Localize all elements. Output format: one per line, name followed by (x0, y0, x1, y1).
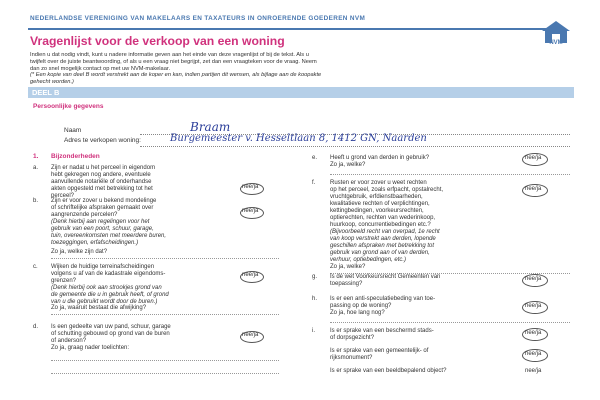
question-line: Is er sprake van een gemeentelijk- of (330, 348, 429, 354)
answer-line[interactable] (51, 360, 279, 361)
association-name: NEDERLANDSE VERENIGING VAN MAKELAARS EN TAXATEURS IN ONROERENDE GOEDEREN NVM (30, 15, 366, 22)
header-rule (28, 28, 560, 30)
question-letter: h. (312, 296, 318, 302)
intro-line: Indien u dat nodig vindt, kunt u nadere informatie geven aan het einde van deze vragenlijst of bij de tekst. Als u (30, 52, 309, 58)
question-letter: e. (312, 155, 318, 161)
question-line: Zijn er nadat u het perceel in eigendom (51, 165, 156, 171)
address-field[interactable]: Burgemeester v. Hesseltlaan 8, 1412 GN, Naarden (170, 133, 427, 144)
question-line: op het perceel, zoals erfpacht, opstalrecht, (330, 187, 444, 193)
yes-no-option-c[interactable]: nee/ja (242, 272, 259, 278)
question-line: Wijken de huidige terreinafscheidingen (51, 264, 155, 270)
yes-no-option-b[interactable]: nee/ja (242, 208, 259, 214)
question-letter: d. (33, 324, 39, 330)
answer-line[interactable] (51, 373, 279, 374)
question-hint: (Denk hierbij ook aan strookjes grond van (51, 285, 162, 291)
question-hint: (Denk hierbij aan regelingen voor het (51, 219, 150, 225)
question-line: huurkoop, concurrentiebedingen etc.? (330, 222, 431, 228)
question-line: aangrenzende percelen? (51, 212, 118, 218)
answer-line[interactable] (330, 174, 570, 175)
question-line: kettingbedingen, voorkeursrechten, (330, 208, 424, 214)
yes-no-option-g[interactable]: nee/ja (525, 276, 542, 282)
question-line: Heeft u grond van derden in gebruik? (330, 155, 430, 161)
question-letter: c. (33, 264, 38, 270)
question-line: optierechten, rechten van wederinkoop, (330, 215, 436, 221)
intro-text (30, 52, 570, 86)
question-line: Is er sprake van een beeldbepalend object? (330, 368, 447, 374)
intro-note: gehecht worden.) (30, 79, 74, 86)
yes-no-option-d[interactable]: nee/ja (242, 332, 259, 338)
question-line: Rusten er voor zover u weet rechten (330, 180, 427, 186)
question-hint: (Bijvoorbeeld recht van overpad, 1e recht (330, 229, 440, 235)
question-hint: van u die gebruikt wordt door de buren.) (51, 299, 158, 305)
yes-no-option-a[interactable]: nee/ja (242, 184, 259, 190)
question-letter: g. (312, 274, 318, 280)
question-line: Is een gedeelte van uw pand, schuur, garage (51, 324, 171, 330)
question-line: of dorpsgezicht? (330, 335, 375, 341)
answer-line[interactable] (330, 322, 570, 323)
question-line: Zo ja, hoe lang nog? (330, 310, 385, 316)
answer-line[interactable] (51, 314, 279, 315)
address-label: Adres te verkopen woning: (64, 137, 141, 144)
question-hint: verhuur, optiebedingen, etc.) (330, 257, 407, 263)
section-title: Bijzonderheden (51, 153, 100, 160)
question-line: of schutting gebouwd op grond van de buren (51, 331, 170, 337)
question-line: Zijn er voor zover u bekend mondelinge (51, 198, 157, 204)
yes-no-option-beeldbepalend[interactable]: nee/ja (525, 368, 542, 374)
question-line: vruchtgebruik, erfdienstbaarheden, (330, 194, 423, 200)
question-hint: gebruik van een poort, schuur, garage, (51, 226, 154, 232)
answer-prompt-f: Zo ja, welke? (330, 264, 366, 270)
intro-note: (* Een kopie van deel B wordt verstrekt aan de koper en kan, indien partijen dit wensen, als bijlage aan de koopakte (30, 72, 322, 79)
name-field[interactable]: Braam (190, 120, 231, 134)
question-line: toepassing? (330, 281, 363, 287)
question-line: aanvullende notariële of onderhandse (51, 179, 152, 185)
answer-prompt-b: Zo ja, welke zijn dat? (51, 249, 108, 255)
question-line: rijksmonument? (330, 355, 373, 361)
answer-prompt-d: Zo ja, graag nader toelichten: (51, 345, 130, 351)
nvm-logo-text: NVM (549, 40, 563, 46)
answer-line[interactable] (51, 258, 279, 259)
question-letter: f. (312, 180, 316, 186)
yes-no-option-h[interactable]: nee/ja (525, 303, 542, 309)
question-hint: tuin, overeenkomsten met meerdere buren, (51, 233, 167, 239)
yes-no-option-e[interactable]: nee/ja (525, 155, 542, 161)
answer-prompt-c: Zo ja, waaruit bestaat die afwijking? (51, 305, 147, 311)
question-hint: van koop verstrekt aan derden, lopende (330, 236, 436, 242)
question-line: volgens u af van de kadastrale eigendoms- (51, 271, 166, 277)
question-line: kwalitatieve rechten of verplichtingen, (330, 201, 430, 207)
question-line: of schriftelijke afspraken gemaakt over (51, 205, 154, 211)
question-line: grenzen? (51, 278, 77, 284)
address-line (140, 146, 570, 147)
question-line: Is er een anti-speculatiebeding van toe- (330, 296, 436, 302)
question-line: perceel? (51, 193, 75, 199)
yes-no-option-monument[interactable]: nee/ja (525, 351, 542, 357)
page-title: Vragenlijst voor de verkoop van een woning (30, 34, 285, 48)
question-line: of anderson? (51, 338, 87, 344)
section-heading (33, 153, 100, 160)
name-label: Naam (64, 127, 82, 134)
section-number: 1. (33, 153, 39, 160)
question-hint: de gemeente die u in gebruik heeft, of grond (51, 292, 169, 298)
question-line: passing op de woning? (330, 303, 392, 309)
intro-line: twijfelt over de juiste beantwoording, of als u een vraag niet begrijpt, zet dan een vraagteken voor de vraag. Neem (30, 58, 317, 65)
question-line: Is er sprake van een beschermd stads- (330, 328, 434, 334)
intro-line: dan zo snel mogelijk contact op met uw NVM-makelaar. (30, 65, 171, 72)
question-letter: b. (33, 198, 39, 204)
question-line: akten opgesteld met betrekking tot het (51, 186, 153, 192)
yes-no-option-f[interactable]: nee/ja (525, 186, 542, 192)
section-banner-deel-b: DEEL B (28, 87, 574, 98)
question-letter: i. (312, 328, 315, 334)
personal-heading: Persoonlijke gegevens (33, 103, 104, 110)
question-line: Zo ja, welke? (330, 162, 366, 168)
question-letter: a. (33, 165, 39, 171)
question-line: Is de wet Voorkeursrecht Gemeenten van (330, 274, 441, 280)
yes-no-option-i[interactable]: nee/ja (525, 330, 542, 336)
question-hint: gebruik van grond aan of van derden, (330, 250, 430, 256)
question-hint: toezeggingen, erfafscheidingen.) (51, 240, 139, 246)
question-hint: geschillen afspraken met betrekking tot (330, 243, 435, 249)
question-line: hebt gekregen nog andere, eventuele (51, 172, 151, 178)
